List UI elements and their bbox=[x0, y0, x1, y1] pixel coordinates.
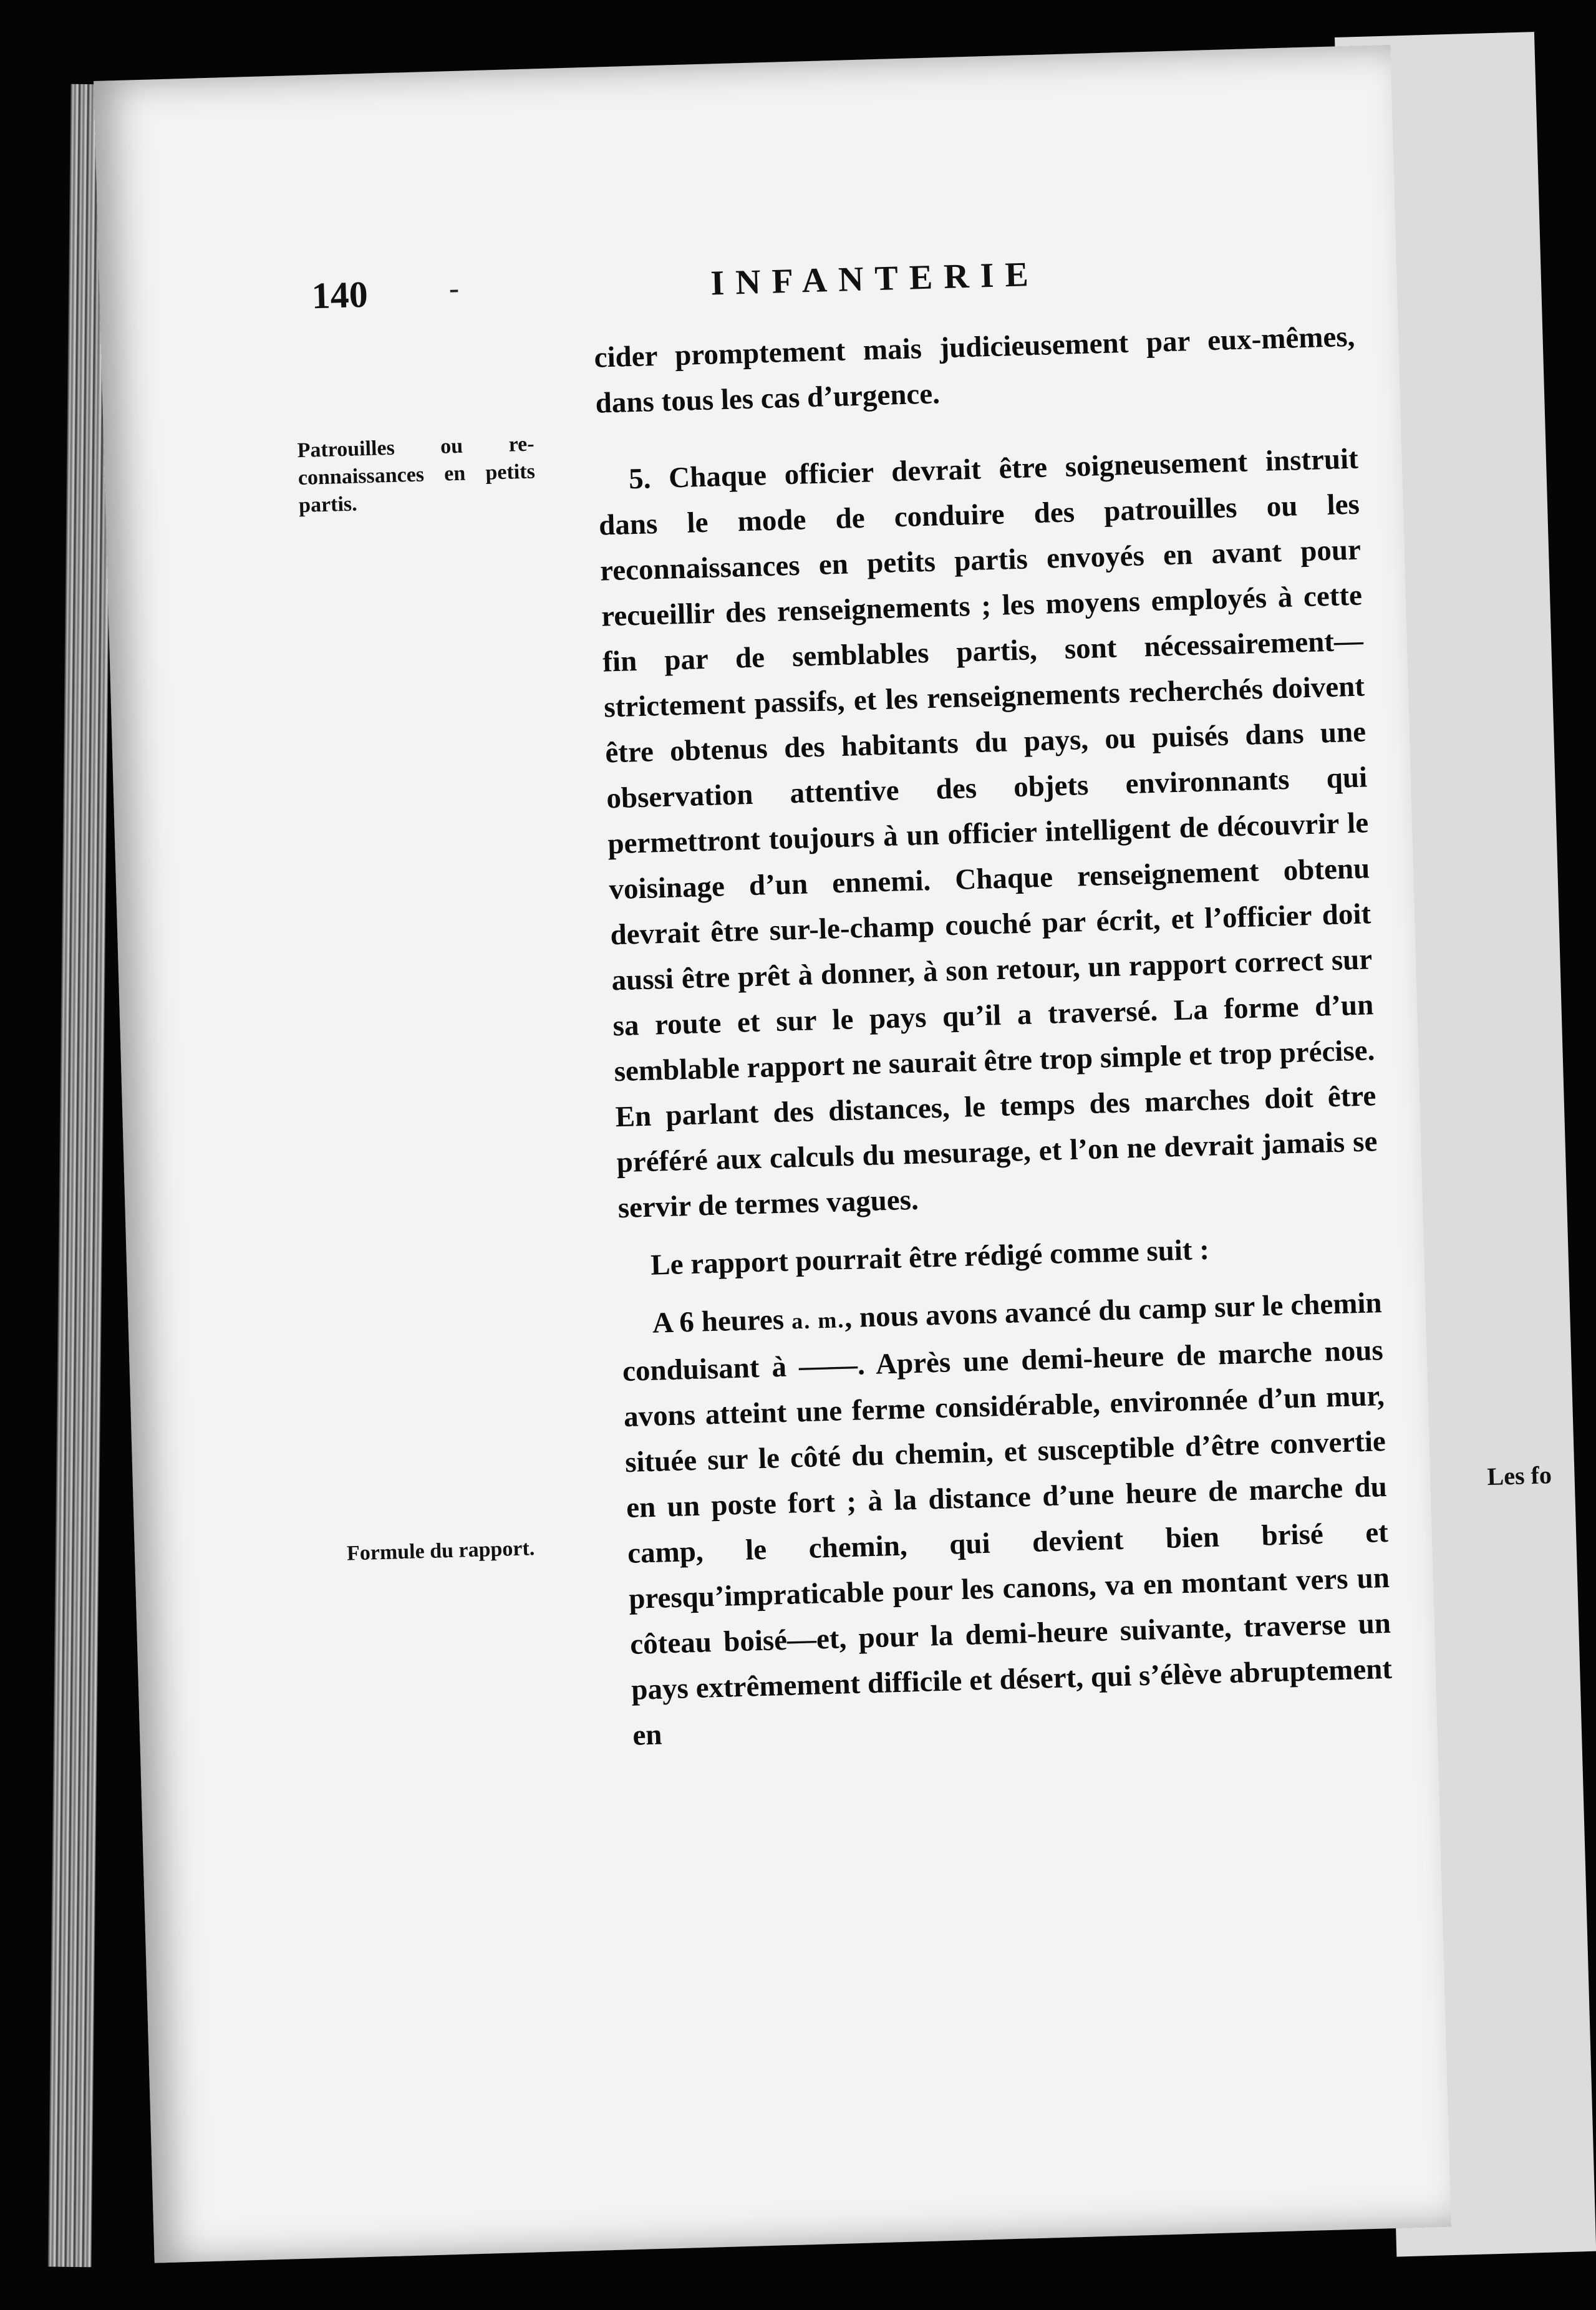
margin-note-patrols: Patrouilles ou re-connaissances en petits partis. bbox=[297, 432, 536, 518]
running-title: INFANTERIE bbox=[710, 254, 1040, 303]
paragraph-section-5: 5. Chaque officier devrait être soigneusement instruit dans le mode de conduire des patrouilles ou les reconnaissances en petits partis envoyés en avant pour recueillir des renseignements ; les moyens employés à cette fin par de semblables partis, sont nécessairement—strictement passifs, et les renseignements recherchés doivent être obtenus des habitants du pays, ou puisés dans une observation attentive des objets environnants qui permettront toujours à un officier intelligent de découvrir le voisinage d’un ennemi. Chaque renseignement obtenu devrait être sur-le-champ couché par écrit, et l’officier doit aussi être prêt à donner, à son retour, un rapport correct sur sa route et sur le pays qu’il a traversé. La forme d’un semblable rapport ne saurait être trop simple et trop précise. En parlant des distances, le temps des marches doit être préféré aux calculs du mesurage, et l’on ne devrait jamais se servir de termes vagues. bbox=[598, 442, 1378, 1225]
paragraph-report-intro: Le rapport pourrait être rédigé comme suit : bbox=[650, 1233, 1210, 1282]
page-header bbox=[311, 245, 1373, 324]
book-page bbox=[94, 45, 1451, 2263]
report-sample-start: A 6 heures bbox=[652, 1303, 792, 1340]
header-dash: - bbox=[448, 270, 460, 307]
page-number: 140 bbox=[311, 273, 369, 317]
margin-note-report-form: Formule du rapport. bbox=[346, 1537, 535, 1565]
report-time-am: a. m. bbox=[791, 1307, 845, 1334]
report-sample-rest: , nous avons avancé du camp sur le chemin conduisant à ——. Après une demi-heure de marche nous avons atteint une ferme considérable, environnée d’un mur, située sur le côté du chemin, et susceptible d’être convertie en un poste fort ; à la distance d’une heure de marche du camp, le chemin, qui devient bien brisé et presqu’impraticable pour les canons, va en montant vers un côteau boisé—et, pour la demi-heure suivante, traverse un pays extrêmement difficile et désert, qui s’élève abruptement en bbox=[622, 1287, 1393, 1752]
facing-page-fragment: Les fo bbox=[1486, 1461, 1552, 1491]
paragraph-continuation: cider promptement mais judicieusement par eux-mêmes, dans tous les cas d’urgence. bbox=[593, 320, 1355, 420]
body-text bbox=[594, 314, 1394, 1759]
paragraph-report-sample bbox=[621, 1280, 1394, 1759]
